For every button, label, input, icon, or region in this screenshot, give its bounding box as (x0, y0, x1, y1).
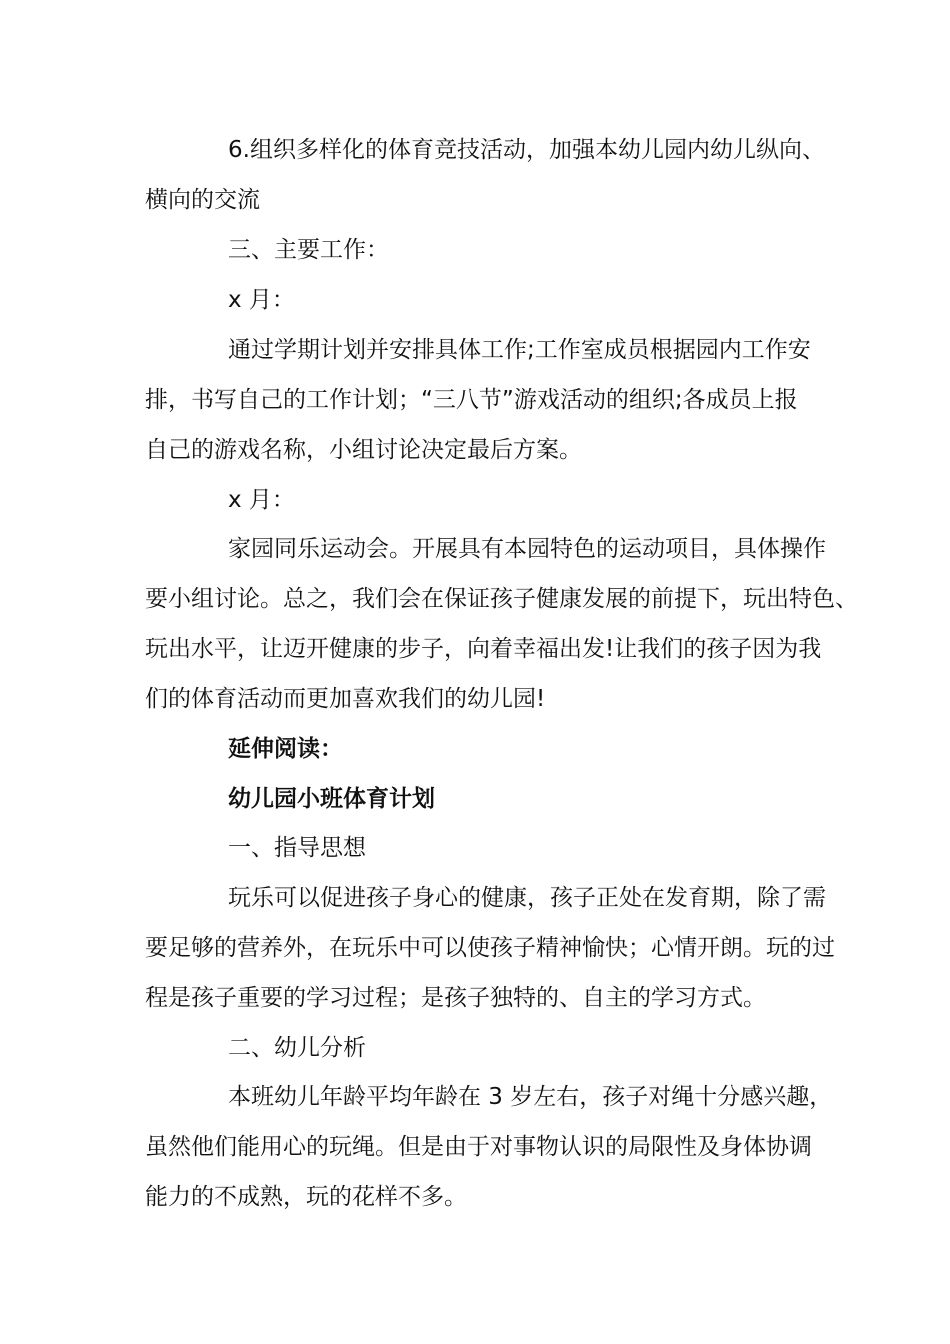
paragraph-line: 们的体育活动而更加喜欢我们的幼儿园! (145, 686, 546, 712)
paragraph-line: 排，书写自己的工作计划；“三八节”游戏活动的组织;各成员上报 (145, 387, 798, 413)
paragraph-line: 玩乐可以促进孩子身心的健康，孩子正处在发育期，除了需 (228, 885, 826, 911)
section-heading: 二、幼儿分析 (228, 1035, 366, 1061)
section-heading: 一、指导思想 (228, 835, 366, 861)
paragraph-line: 家园同乐运动会。开展具有本园特色的运动项目，具体操作 (228, 536, 826, 562)
paragraph-line: 要小组讨论。总之，我们会在保证孩子健康发展的前提下，玩出特色、 (145, 586, 858, 612)
paragraph-line: 能力的不成熟，玩的花样不多。 (145, 1184, 467, 1210)
paragraph-line: 玩出水平，让迈开健康的步子，向着幸福出发!让我们的孩子因为我 (145, 636, 822, 662)
paragraph-line: 6.组织多样化的体育竞技活动，加强本幼儿园内幼儿纵向、 (228, 137, 825, 163)
paragraph-line: 本班幼儿年龄平均年龄在 3 岁左右，孩子对绳十分感兴趣， (228, 1084, 833, 1110)
article-title: 幼儿园小班体育计划 (228, 786, 435, 812)
paragraph-line: 横向的交流 (145, 187, 260, 213)
paragraph-line: 通过学期计划并安排具体工作;工作室成员根据园内工作安 (228, 337, 811, 363)
paragraph-line: 程是孩子重要的学习过程；是孩子独特的、自主的学习方式。 (145, 985, 766, 1011)
month-label: x 月： (228, 287, 295, 313)
extended-reading-heading: 延伸阅读： (228, 736, 343, 762)
paragraph-line: 要足够的营养外，在玩乐中可以使孩子精神愉快；心情开朗。玩的过 (145, 935, 835, 961)
paragraph-line: 虽然他们能用心的玩绳。但是由于对事物认识的局限性及身体协调 (145, 1134, 812, 1160)
section-heading: 三、主要工作： (228, 237, 389, 263)
paragraph-line: 自己的游戏名称，小组讨论决定最后方案。 (145, 437, 582, 463)
month-label: x 月： (228, 487, 295, 513)
